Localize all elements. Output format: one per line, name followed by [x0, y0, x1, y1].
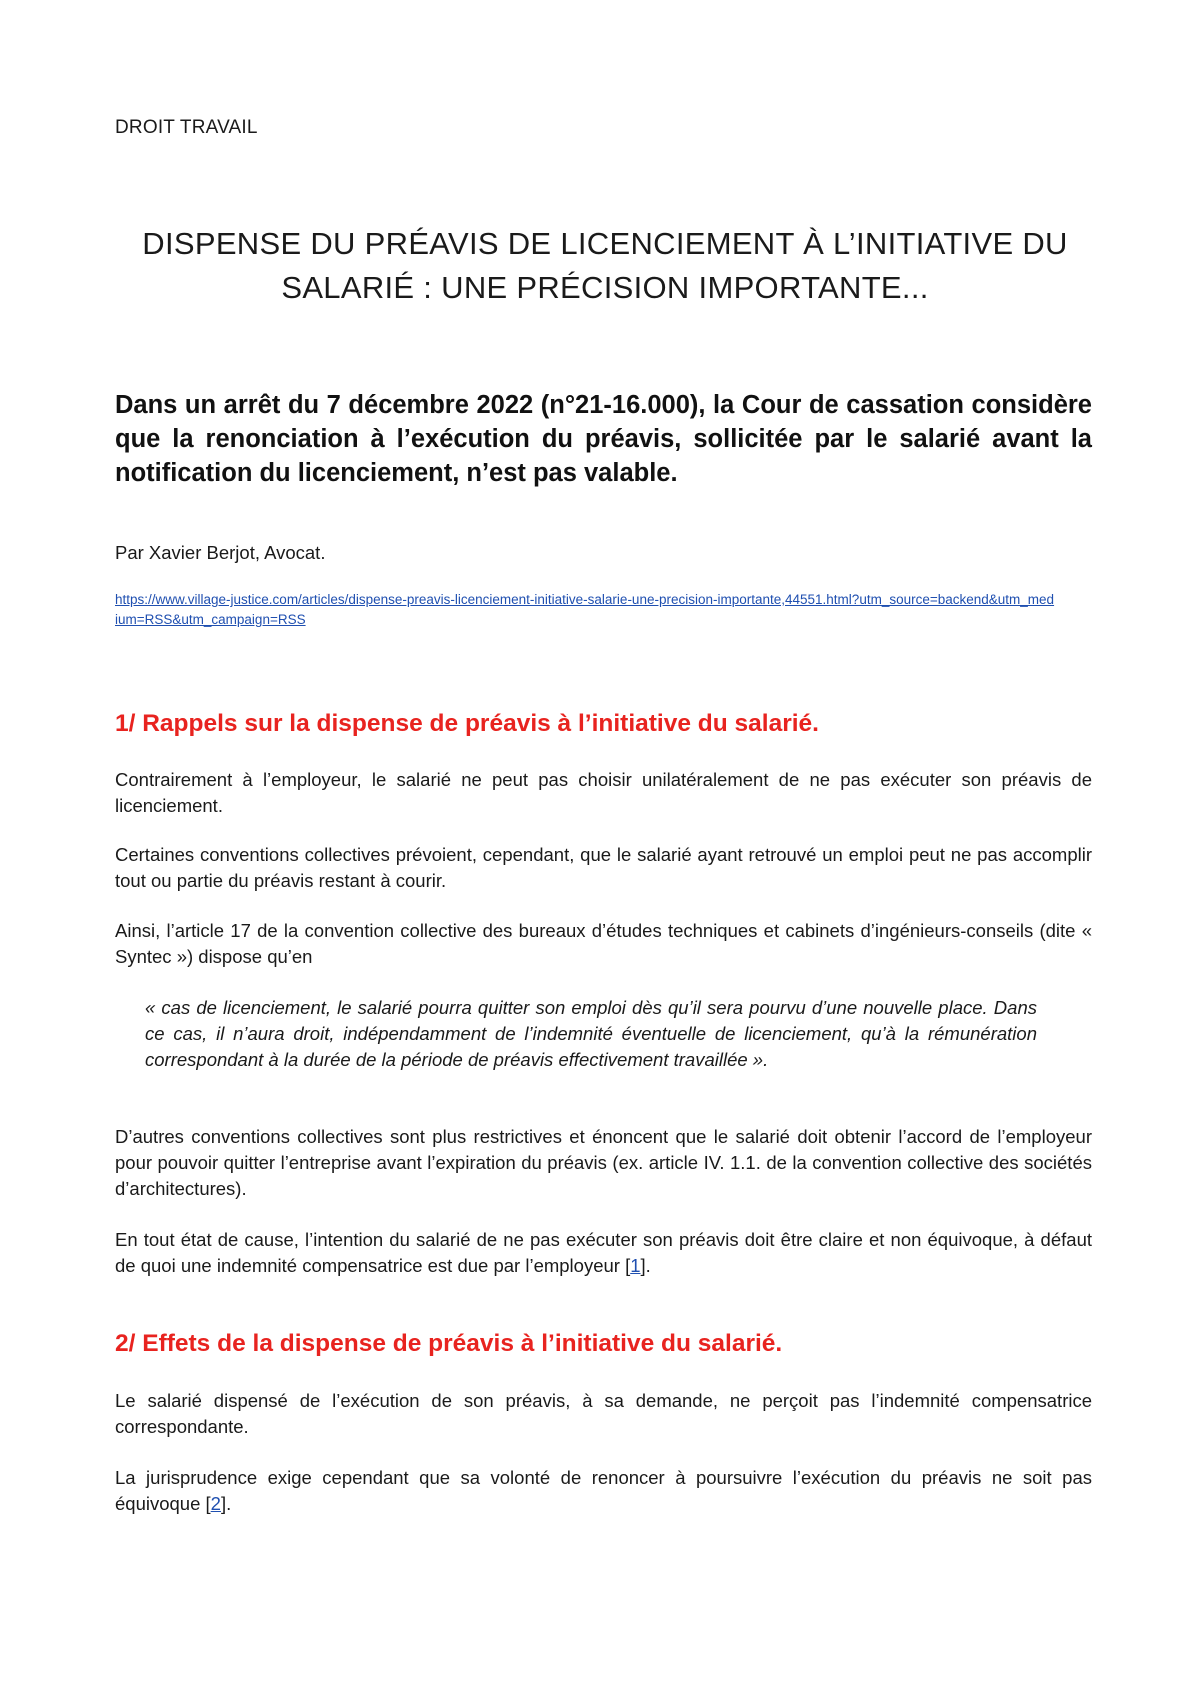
paragraph-text: En tout état de cause, l’intention du salarié de ne pas exécuter son préavis doit être claire et non équivoque, à défaut de quoi une indemnité compensatrice est due par l’employeur [115, 1229, 1092, 1276]
syntec-quote: « cas de licenciement, le salarié pourra quitter son emploi dès qu’il sera pourvu d’une nouvelle place. Dans ce cas, il n’aura droit, indépendamment de l’indemnité éventuelle de licenciement, qu’à la rémunération correspondant à la durée de la période de préavis effectivement travaillée ». [145, 997, 1037, 1070]
footnote-bracket: ]. [640, 1255, 651, 1276]
article-title: DISPENSE DU PRÉAVIS DE LICENCIEMENT À L’INITIATIVE DU SALARIÉ : UNE PRÉCISION IMPORTANTE... [142, 226, 1068, 305]
footnote-bracket: ]. [220, 1493, 232, 1514]
section-1-paragraph-2: Certaines conventions collectives prévoient, cependant, que le salarié ayant retrouvé un emploi peut ne pas accomplir tout ou partie du préavis restant à courir. [115, 844, 1092, 891]
section-1-paragraph-4: D’autres conventions collectives sont plus restrictives et énoncent que le salarié doit obtenir l’accord de l’employeur pour pouvoir quitter l’entreprise avant l’expiration du préavis (ex. article IV. 1.1. de la convention collective des sociétés d’architectures). [115, 1126, 1092, 1199]
section-2-heading: 2/ Effets de la dispense de préavis à l’initiative du salarié. [115, 1330, 783, 1357]
footnote-link-2[interactable]: 2 [210, 1493, 221, 1514]
footnote-link-1[interactable]: 1 [630, 1255, 641, 1276]
section-1-paragraph-5 [115, 1227, 1092, 1279]
section-1-paragraph-3: Ainsi, l’article 17 de la convention collective des bureaux d’études techniques et cabinets d’ingénieurs-conseils (dite « Syntec ») dispose qu’en [115, 920, 1092, 967]
author-line: Par Xavier Berjot, Avocat. [115, 542, 326, 563]
section-1-heading: 1/ Rappels sur la dispense de préavis à l’initiative du salarié. [115, 710, 819, 737]
footnote-bracket: [ [625, 1255, 631, 1276]
article-lead: Dans un arrêt du 7 décembre 2022 (n°21-16.000), la Cour de cassation considère que la renonciation à l’exécution du préavis, sollicitée par le salarié avant la notification du licenciement, n’est pas valable. [115, 391, 1092, 487]
source-link[interactable]: https://www.village-justice.com/articles/dispense-preavis-licenciement-initiative-salarie-une-precision-importante,44551.html?utm_source=backend&utm_medium=RSS&utm_campaign=RSS [115, 592, 1055, 627]
paragraph-text: La jurisprudence exige cependant que sa volonté de renoncer à poursuivre l’exécution du préavis ne soit pas équivoque [115, 1467, 1092, 1514]
section-1-paragraph-1: Contrairement à l’employeur, le salarié ne peut pas choisir unilatéralement de ne pas exécuter son préavis de licenciement. [115, 769, 1092, 816]
footnote-bracket: [ [205, 1493, 211, 1514]
section-2-paragraph-2 [115, 1465, 1092, 1517]
section-2-paragraph-1: Le salarié dispensé de l’exécution de son préavis, à sa demande, ne perçoit pas l’indemnité compensatrice correspondante. [115, 1390, 1092, 1437]
rubric-label: DROIT TRAVAIL [115, 117, 258, 138]
